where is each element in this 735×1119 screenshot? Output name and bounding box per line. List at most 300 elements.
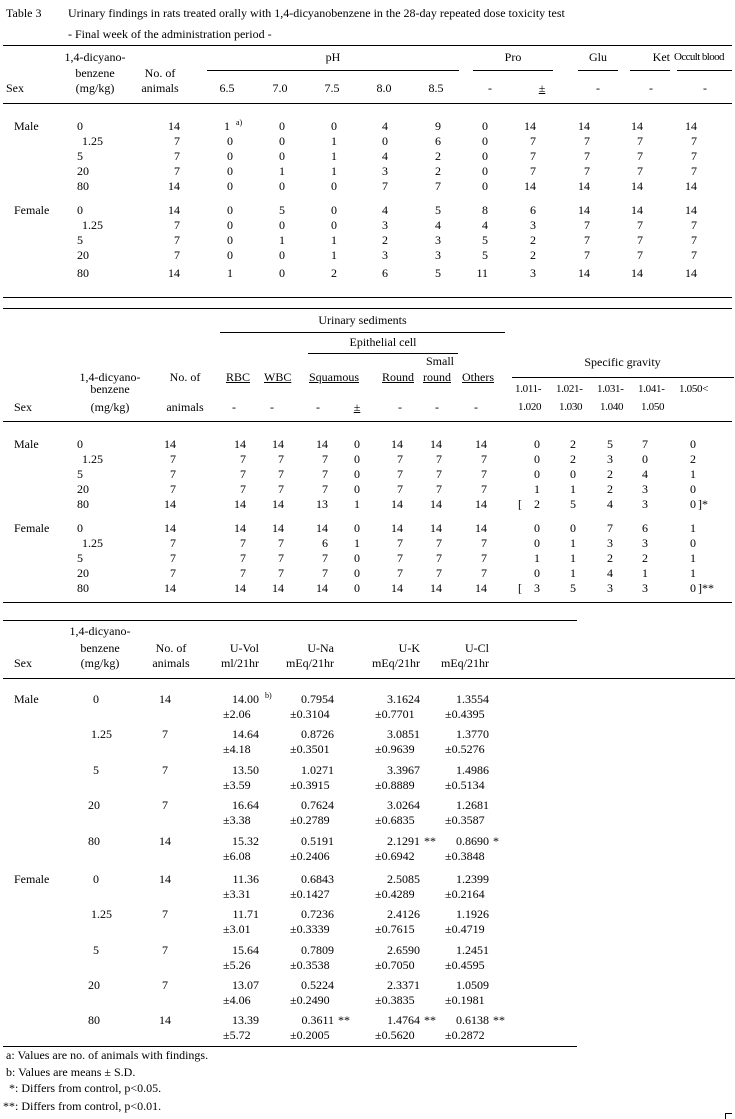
gravity-count: 2 (570, 437, 576, 451)
sd-value: ±0.6942 (375, 849, 415, 863)
dose-cell: 1.25 (91, 907, 112, 921)
column-name: U-Na (307, 641, 334, 655)
column-unit: mEq/21hr (286, 656, 334, 670)
finding-count: 2 (435, 149, 441, 163)
finding-count: 4 (382, 203, 388, 217)
gravity-count: 5 (570, 581, 576, 595)
finding-count: 0 (279, 218, 285, 232)
dose-cell: 5 (77, 467, 83, 481)
sediment-grade-header: - (270, 400, 274, 414)
sd-value: ±0.3501 (290, 742, 330, 756)
t2-header-dose-2: benzene (90, 382, 130, 396)
sediment-count: 7 (240, 467, 246, 481)
finding-count: 4 (382, 149, 388, 163)
finding-count: 3 (382, 164, 388, 178)
finding-count: 2 (530, 233, 536, 247)
footnote-marker-holder (265, 692, 272, 708)
sd-value: ±0.5134 (445, 778, 485, 792)
gravity-range-start: 1.041- (638, 383, 665, 395)
sediment-count: 14 (475, 497, 487, 511)
finding-count: 0 (331, 179, 337, 193)
finding-count: 7 (691, 134, 697, 148)
sediment-count: 0 (354, 551, 360, 565)
sd-value: ±0.4289 (375, 887, 415, 901)
sediment-count: 7 (278, 551, 284, 565)
finding-count: 7 (530, 134, 536, 148)
sd-value: ±0.3104 (290, 707, 330, 721)
gravity-range-start: 1.021- (556, 383, 583, 395)
sediment-count: 7 (278, 452, 284, 466)
sediment-count: 14 (234, 497, 246, 511)
table2-header-rule (3, 421, 732, 422)
ph-value-header: 8.0 (376, 81, 392, 95)
occult-underline (677, 70, 732, 71)
sediment-count: 7 (481, 467, 487, 481)
mean-value: 0.7236 (301, 907, 334, 921)
dose-cell: 0 (93, 872, 99, 886)
animal-count: 14 (164, 437, 176, 451)
finding-count: 8 (482, 203, 488, 217)
finding-count: 7 (584, 149, 590, 163)
table2-top-rule (3, 308, 732, 309)
animal-count: 7 (174, 233, 180, 247)
sd-value: ±0.1981 (445, 993, 485, 1007)
t2-header-sediments: Urinary sediments (318, 313, 407, 327)
mean-value: 1.1926 (456, 907, 489, 921)
t1-header-n-1: No. of (144, 66, 176, 80)
sediment-count: 7 (397, 482, 403, 496)
significance-marker: ** (424, 834, 436, 848)
sediment-count: 14 (272, 581, 284, 595)
table3-header-rule (3, 678, 735, 679)
sediment-count: 7 (481, 536, 487, 550)
sd-value: ±5.26 (223, 958, 251, 972)
mean-value: 1.0509 (456, 978, 489, 992)
mean-value: 11.36 (232, 872, 259, 886)
finding-count: 1 $^{a)}$ (224, 118, 243, 133)
mean-value: 1.3770 (456, 727, 489, 741)
table1-header-rule (3, 103, 732, 104)
ph-value-header: 7.5 (324, 81, 340, 95)
sediment-count: 7 (397, 536, 403, 550)
sediment-count: 1 (354, 536, 360, 550)
gravity-count: 2 (607, 482, 613, 496)
finding-count: 7 (530, 149, 536, 163)
gravity-count: 3 (642, 482, 648, 496)
gravity-range-start: 1.050< (679, 383, 709, 395)
sediment-count: 0 (354, 581, 360, 595)
sd-value: ±0.3538 (290, 958, 330, 972)
finding-count: 0 (227, 203, 233, 217)
ph-value-header: 6.5 (219, 81, 235, 95)
gravity-range-end: 1.030 (559, 401, 583, 413)
sd-value: ±0.7615 (375, 922, 415, 936)
gravity-count: 1 (690, 551, 696, 565)
t2-header-rbc: RBC (226, 370, 251, 384)
mean-value: 2.6590 (387, 943, 420, 957)
sd-value: ±3.38 (223, 813, 251, 827)
sediment-count: 0 (354, 452, 360, 466)
sediment-count: 7 (436, 452, 442, 466)
dose-cell: 20 (88, 798, 100, 812)
sediment-count: 1 (354, 497, 360, 511)
finding-count: 5 (435, 266, 441, 280)
gravity-count: 0 (690, 581, 696, 595)
sd-value: ±0.7050 (375, 958, 415, 972)
finding-count: 2 (530, 248, 536, 262)
finding-count: 1 (279, 164, 285, 178)
mean-value: 1.4764 (387, 1013, 420, 1027)
mean-value: 0.7809 (301, 943, 334, 957)
column-unit: mEq/21hr (372, 656, 420, 670)
sg-underline (512, 377, 734, 378)
sediment-grade-header: - (398, 400, 402, 414)
footnote-p01: **: Differs from control, p<0.01. (3, 1099, 162, 1113)
sediment-count: 0 (354, 521, 360, 535)
finding-count: 2 (331, 266, 337, 280)
finding-count: 7 (691, 248, 697, 262)
animal-count: 14 (164, 497, 176, 511)
gravity-count: 0 (534, 536, 540, 550)
sediment-count: 7 (436, 467, 442, 481)
sediment-count: 7 (322, 467, 328, 481)
finding-count: 4 (482, 218, 488, 232)
sediment-count: 7 (397, 452, 403, 466)
finding-count: 0 (227, 233, 233, 247)
dose-cell: 5 (77, 149, 83, 163)
sd-value: ±0.3915 (290, 778, 330, 792)
sediment-count: 7 (322, 452, 328, 466)
finding-count: 7 (637, 134, 643, 148)
significance-marker: ** (493, 1013, 505, 1027)
t2-header-sg: Specific gravity (584, 355, 661, 369)
ket-underline (630, 70, 670, 71)
animal-count: 7 (162, 907, 168, 921)
animal-count: 7 (170, 482, 176, 496)
t2-header-dose-1: 1,4-dicyano- (79, 370, 141, 384)
t2-header-others: Others (462, 370, 494, 384)
footnote-marker-b: b) (265, 691, 272, 700)
sd-value: ±0.2872 (445, 1028, 485, 1042)
sd-value: ±0.7701 (375, 707, 415, 721)
t1-header-ph: pH (325, 50, 341, 64)
gravity-count: 1 (570, 482, 576, 496)
table2-bottom-rule (3, 602, 732, 603)
finding-count: 3 (382, 218, 388, 232)
sediment-count: 7 (436, 536, 442, 550)
finding-count: 3 (530, 218, 536, 232)
t2-header-n-1: No. of (169, 370, 201, 384)
sediment-count: 14 (430, 437, 442, 451)
t2-header-wbc: WBC (264, 370, 292, 384)
finding-count: 1 (331, 248, 337, 262)
gravity-count: 3 (642, 497, 648, 511)
finding-count: 5 (482, 248, 488, 262)
gravity-range-end: 1.040 (600, 401, 624, 413)
gravity-count: 3 (607, 452, 613, 466)
mean-value: 3.0264 (387, 798, 420, 812)
sex-label: Female (14, 203, 50, 217)
sd-value: ±0.4719 (445, 922, 485, 936)
sediment-count: 14 (475, 437, 487, 451)
dose-cell: 80 (77, 179, 89, 193)
sd-value: ±5.72 (223, 1028, 251, 1042)
finding-count: 14 (524, 179, 536, 193)
sex-label: Male (14, 119, 39, 133)
t2-header-small-1: Small (425, 354, 454, 368)
finding-count: 0 (279, 119, 285, 133)
mean-value: 1.4986 (456, 763, 489, 777)
finding-count: 1 (331, 149, 337, 163)
sediment-count: 7 (240, 551, 246, 565)
mean-value: 1.2399 (456, 872, 489, 886)
dose-cell: 80 (88, 834, 100, 848)
column-name: U-Cl (465, 641, 489, 655)
sediment-count: 7 (481, 482, 487, 496)
sediment-count: 7 (436, 551, 442, 565)
animal-count: 14 (168, 266, 180, 280)
sediment-count: 7 (322, 566, 328, 580)
animal-count: 7 (174, 164, 180, 178)
dose-cell: 1.25 (82, 452, 103, 466)
sd-value: ±0.3587 (445, 813, 485, 827)
mean-value: 0.7954 (301, 692, 334, 706)
finding-count: 3 (530, 266, 536, 280)
finding-count: 0 (279, 248, 285, 262)
gravity-count: 5 (570, 497, 576, 511)
dose-cell: 20 (88, 978, 100, 992)
significance-marker: ** (338, 1013, 350, 1027)
table1-bottom-rule (3, 297, 732, 298)
gravity-count: 0 (690, 482, 696, 496)
gravity-count: 0 (534, 521, 540, 535)
mean-value: 2.3371 (387, 978, 420, 992)
sediment-count: 0 (354, 566, 360, 580)
animal-count: 7 (174, 149, 180, 163)
column-name: U-K (398, 641, 420, 655)
sediment-count: 14 (234, 437, 246, 451)
pro-grade-header: - (488, 81, 492, 95)
gravity-range-end: 1.050 (641, 401, 665, 413)
finding-count: 4 (382, 119, 388, 133)
sediment-count: 7 (240, 566, 246, 580)
mean-value: 3.1624 (387, 692, 420, 706)
animal-count: 7 (162, 798, 168, 812)
sd-value: ±0.2005 (290, 1028, 330, 1042)
finding-count: 7 (435, 179, 441, 193)
dose-cell: 20 (77, 566, 89, 580)
mean-value: 14.00 (232, 692, 259, 706)
finding-count: 7 (637, 233, 643, 247)
finding-count: 7 (584, 164, 590, 178)
animal-count: 14 (159, 1013, 171, 1027)
gravity-count: 0 (534, 452, 540, 466)
mean-value: 15.32 (232, 834, 259, 848)
sd-value: ±0.2164 (445, 887, 485, 901)
animal-count: 14 (168, 203, 180, 217)
sediment-count: 14 (475, 521, 487, 535)
animal-count: 7 (162, 763, 168, 777)
significance-marker: ]** (698, 581, 714, 595)
finding-count: 6 (435, 134, 441, 148)
gravity-count: 1 (570, 536, 576, 550)
table-subtitle: - Final week of the administration period - (68, 27, 272, 41)
dose-cell: 1.25 (91, 727, 112, 741)
sex-label: Male (14, 692, 39, 706)
finding-count: 3 (435, 233, 441, 247)
gravity-count: 3 (642, 536, 648, 550)
column-unit: mEq/21hr (441, 656, 489, 670)
finding-count: 1 (331, 233, 337, 247)
sediment-count: 14 (234, 581, 246, 595)
finding-count: 6 (382, 266, 388, 280)
gravity-count: 3 (534, 581, 540, 595)
t3-header-n-2: animals (152, 656, 190, 670)
mean-value: 3.3967 (387, 763, 420, 777)
finding-count: 9 (435, 119, 441, 133)
sediment-count: 14 (272, 497, 284, 511)
sediment-grade-header: - (435, 400, 439, 414)
mean-value: 0.8726 (301, 727, 334, 741)
mean-value: 16.64 (232, 798, 259, 812)
sediment-count: 14 (391, 437, 403, 451)
animal-count: 14 (159, 834, 171, 848)
gravity-range-start: 1.011- (515, 383, 542, 395)
ph-underline (207, 70, 459, 71)
gravity-count: 1 (690, 566, 696, 580)
occult-grade-header: - (703, 81, 707, 95)
gravity-count: 0 (570, 521, 576, 535)
mean-value: 2.4126 (387, 907, 420, 921)
sediment-count: 14 (475, 581, 487, 595)
gravity-count: 2 (690, 452, 696, 466)
animal-count: 7 (170, 551, 176, 565)
footnote-p05: *: Differs from control, p<0.05. (6, 1081, 162, 1095)
finding-count: 4 (435, 218, 441, 232)
glu-grade-header: - (596, 81, 600, 95)
sediment-count: 7 (481, 551, 487, 565)
t2-header-sex: Sex (14, 400, 32, 414)
gravity-count: 2 (607, 551, 613, 565)
finding-count: 14 (685, 266, 697, 280)
gravity-count: 7 (642, 437, 648, 451)
sd-value: ±0.2789 (290, 813, 330, 827)
mean-value: 3.0851 (387, 727, 420, 741)
finding-count: 7 (691, 164, 697, 178)
t2-header-small-2: round (423, 370, 451, 384)
sediment-count: 7 (240, 536, 246, 550)
sediment-count: 0 (354, 482, 360, 496)
animal-count: 7 (162, 943, 168, 957)
gravity-count: 2 (570, 452, 576, 466)
sediment-count: 14 (272, 521, 284, 535)
dose-cell: 0 (77, 119, 83, 133)
dose-cell: 5 (93, 943, 99, 957)
sd-value: ±6.08 (223, 849, 251, 863)
sd-value: ±3.01 (223, 922, 251, 936)
sediment-count: 7 (278, 467, 284, 481)
sd-value: ±0.4595 (445, 958, 485, 972)
sediment-grade-header: - (232, 400, 236, 414)
mean-value: 0.7624 (301, 798, 334, 812)
gravity-count: 1 (534, 551, 540, 565)
sediment-count: 14 (316, 437, 328, 451)
animal-count: 7 (170, 452, 176, 466)
t2-header-round: Round (382, 370, 415, 384)
gravity-count: 0 (690, 437, 696, 451)
column-unit: ml/21hr (221, 656, 259, 670)
finding-count: 5 (435, 203, 441, 217)
mean-value: 0.3611 (301, 1013, 334, 1027)
mean-value: 2.1291 (387, 834, 420, 848)
t1-header-sex: Sex (6, 81, 24, 95)
finding-count: 7 (637, 149, 643, 163)
t1-header-dose-1: 1,4-dicyano- (64, 50, 126, 64)
finding-count: 0 (482, 134, 488, 148)
sediment-count: 13 (316, 497, 328, 511)
bracket-open: [ (518, 497, 522, 511)
finding-count: 14 (631, 179, 643, 193)
animal-count: 14 (168, 179, 180, 193)
finding-count: 2 (435, 164, 441, 178)
finding-count: 0 (227, 149, 233, 163)
finding-count: 7 (691, 218, 697, 232)
finding-count: 14 (524, 119, 536, 133)
finding-count: 7 (637, 164, 643, 178)
mean-value: 0.8690 (456, 834, 489, 848)
finding-count: 7 (584, 134, 590, 148)
t3-header-dose-1: 1,4-dicyano- (69, 624, 131, 638)
gravity-count: 3 (642, 581, 648, 595)
dose-cell: 5 (93, 763, 99, 777)
t3-header-sex: Sex (14, 656, 32, 670)
dose-cell: 5 (77, 551, 83, 565)
finding-count: 7 (584, 248, 590, 262)
dose-cell: 5 (77, 233, 83, 247)
sediment-grade-header: - (316, 400, 320, 414)
mean-value: 11.71 (232, 907, 259, 921)
animal-count: 7 (162, 978, 168, 992)
animal-count: 14 (164, 581, 176, 595)
finding-count: 6 (530, 203, 536, 217)
t3-header-dose-2: benzene (80, 641, 120, 655)
dose-cell: 0 (77, 203, 83, 217)
pro-underline (473, 70, 553, 71)
t1-header-ket: Ket (652, 50, 670, 64)
gravity-count: 2 (642, 551, 648, 565)
sediment-count: 7 (240, 452, 246, 466)
dose-cell: 20 (77, 248, 89, 262)
sex-label: Female (14, 521, 50, 535)
t1-header-n-2: animals (141, 81, 179, 95)
finding-count: 2 (382, 233, 388, 247)
mean-value: 0.5191 (301, 834, 334, 848)
finding-count: 7 (382, 179, 388, 193)
dose-cell: 20 (77, 164, 89, 178)
t1-header-occult: Occult blood (674, 51, 724, 63)
finding-count: 0 (331, 119, 337, 133)
animal-count: 7 (170, 536, 176, 550)
mean-value: 13.50 (232, 763, 259, 777)
finding-count: 0 (382, 134, 388, 148)
gravity-count: 0 (690, 536, 696, 550)
finding-count: 7 (691, 233, 697, 247)
gravity-count: 5 (607, 437, 613, 451)
gravity-count: 4 (607, 566, 613, 580)
table1-top-rule (3, 45, 732, 46)
finding-count: 5 (279, 203, 285, 217)
finding-count: 14 (578, 119, 590, 133)
